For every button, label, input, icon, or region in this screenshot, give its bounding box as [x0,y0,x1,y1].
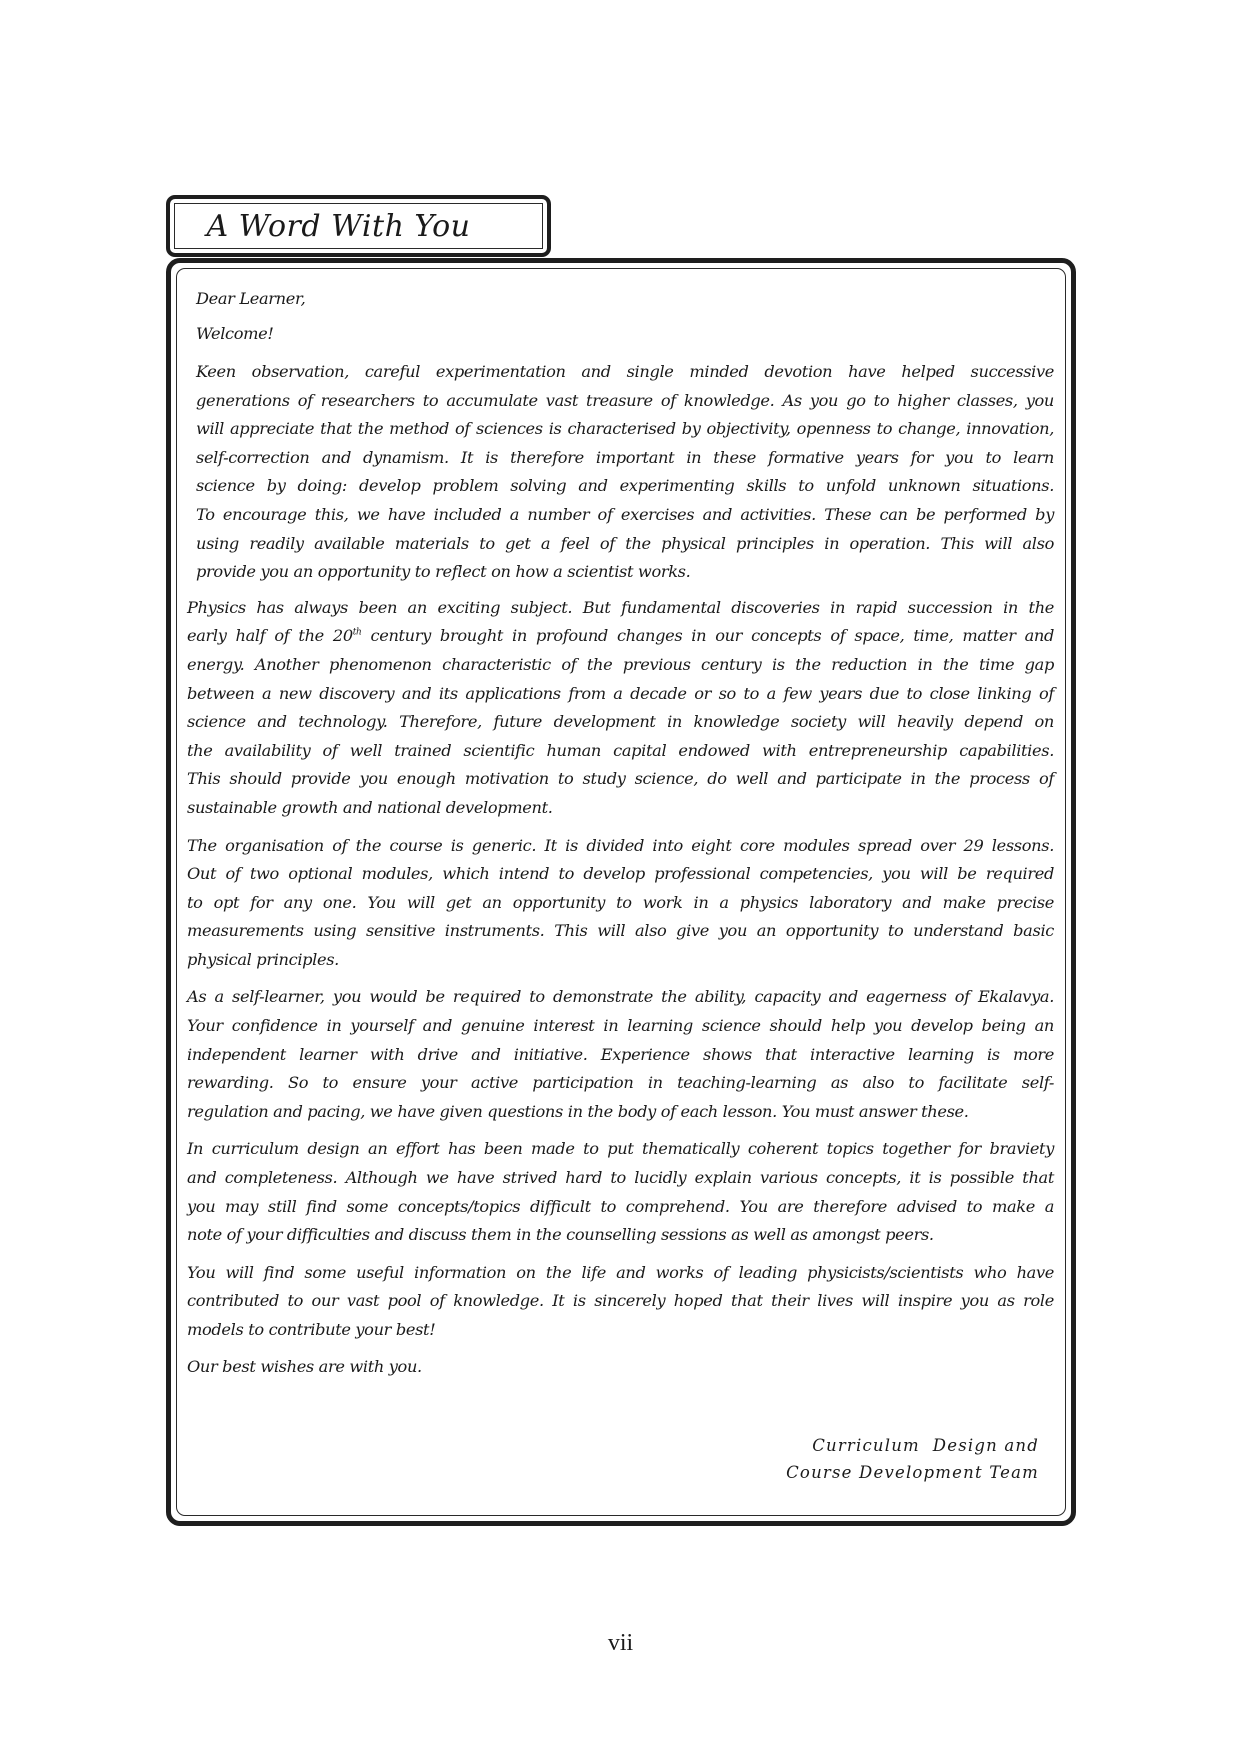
signature-line: Course Development Team [786,1463,1039,1482]
text-line: will appreciate that the method of sciences is characterised by objectivity, openness to change, innovation, [196,419,1054,439]
paragraph-observation [196,358,1056,587]
text-segment: early half of the 20 [187,626,353,646]
closing-line: Our best wishes are with you. [187,1356,422,1376]
text-line: science by doing: develop problem solving and experimenting skills to unfold unknown situations. [196,476,1054,496]
text-line: sustainable growth and national development. [187,797,553,817]
text-line: Keen observation, careful experimentation and single minded devotion have helped successive [196,362,1054,381]
paragraph-scientists [187,1259,1056,1345]
text-line: Physics has always been an exciting subject. But fundamental discoveries in rapid succession in the [187,597,1054,617]
text-line: rewarding. So to ensure your active participation in teaching-learning as also to facilitate self- [187,1073,1054,1093]
text-line: You will find some useful information on the life and works of leading physicists/scientists who have [187,1262,1054,1282]
ordinal-superscript: th [352,627,362,638]
text-line: between a new discovery and its applications from a decade or so to a few years due to close linking of [187,683,1054,703]
title-tab [166,195,551,257]
text-line: The organisation of the course is generic. It is divided into eight core modules spread over 29 lessons. [187,835,1054,855]
salutation: Dear Learner, [196,289,306,308]
text-line: regulation and pacing, we have given questions in the body of each lesson. You must answer these. [187,1101,969,1121]
paragraph-course-organisation [187,832,1056,975]
welcome-line: Welcome! [196,324,274,343]
text-line: measurements using sensitive instruments. This will also give you an opportunity to understand basic [187,921,1054,941]
text-line: generations of researchers to accumulate vast treasure of knowledge. As you go to higher classes, you [196,390,1054,410]
text-line: you may still find some concepts/topics difficult to comprehend. You are therefore advised to make a [187,1196,1054,1216]
text-line: using readily available materials to get a feel of the physical principles in operation. This will also [196,533,1054,553]
text-line: independent learner with drive and initiative. Experience shows that interactive learning is more [187,1044,1054,1064]
text-line: science and technology. Therefore, future development in knowledge society will heavily depend on [187,712,1054,732]
text-line: As a self-learner, you would be required to demonstrate the ability, capacity and eagerness of Ekalavya. [187,987,1054,1007]
text-line: to opt for any one. You will get an opportunity to work in a physics laboratory and make precise [187,892,1054,912]
text-line: and completeness. Although we have strived hard to lucidly explain various concepts, it is possible that [187,1168,1054,1188]
signature-block [786,1432,1039,1486]
text-line: contributed to our vast pool of knowledge. It is sincerely hoped that their lives will inspire you as role [187,1291,1054,1311]
signature-line: Curriculum Design and [812,1436,1039,1455]
text-line: models to contribute your best! [187,1320,436,1339]
text-line: note of your difficulties and discuss them in the counselling sessions as well as amongst peers. [187,1225,934,1245]
page-title: A Word With You [206,208,471,244]
letter-body [187,285,1056,1381]
title-tab-inner-border [174,203,543,249]
text-line: To encourage this, we have included a number of exercises and activities. These can be performed by [196,504,1054,524]
text-line: the availability of well trained scientific human capital endowed with entrepreneurship capabilities. [187,740,1054,760]
text-segment: century brought in profound changes in our concepts of space, time, matter and [361,626,1054,646]
text-line: Out of two optional modules, which intend to develop professional competencies, you will be required [187,864,1054,884]
page-number: vii [607,1630,634,1656]
text-line: Your confidence in yourself and genuine interest in learning science should help you develop being an [187,1016,1054,1036]
text-line: physical principles. [187,949,339,969]
paragraph-self-learner [187,983,1056,1126]
paragraph-curriculum-design [187,1135,1056,1249]
text-line-with-superscript [187,622,1054,651]
text-line: provide you an opportunity to reflect on how a scientist works. [196,562,691,582]
text-line: This should provide you enough motivation to study science, do well and participate in the process of [187,769,1054,789]
text-line: self-correction and dynamism. It is therefore important in these formative years for you to learn [196,447,1054,467]
paragraph-physics [187,594,1056,823]
text-line: energy. Another phenomenon characteristic of the previous century is the reduction in the time gap [187,654,1054,674]
text-line: In curriculum design an effort has been made to put thematically coherent topics together for braviety [187,1139,1054,1159]
